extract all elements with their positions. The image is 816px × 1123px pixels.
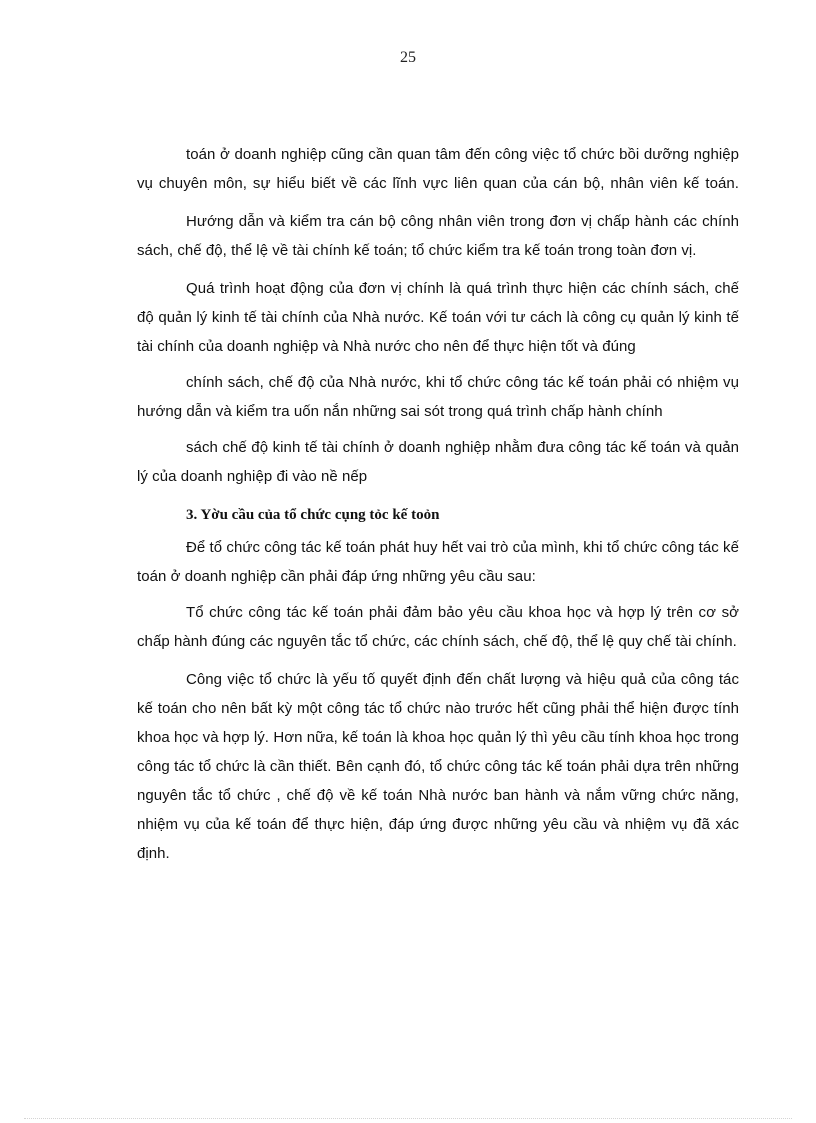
text-line: toán.	[705, 175, 739, 192]
paragraph-8	[137, 665, 739, 868]
text-line: tác kế toán cho nên bất kỳ một công tác tổ chức nào trước hết cũng phải thể hiện	[137, 671, 739, 717]
paragraph-6	[137, 533, 739, 591]
text-line: chế độ quản lý kinh tế tài chính của Nhà nước. Kế toán với tư cách là công cụ quản	[137, 280, 739, 326]
paragraph-7	[137, 598, 739, 656]
text-line: sở chấp hành đúng các nguyên tắc tổ chức, các chính sách, chế độ, thể lệ quy chế tài	[137, 604, 739, 650]
document-body	[137, 140, 739, 868]
section-heading: 3. Yờu cầu của tổ chức cụng tỏc kế toỏn	[186, 507, 440, 523]
text-line: cầu và nhiệm vụ đã xác định.	[137, 816, 739, 862]
text-line: đơn vị.	[650, 242, 697, 259]
paragraph-3	[137, 274, 739, 361]
text-line: nắm vững chức năng, nhiệm vụ của kế toán để thực hiện, đáp ứng được những yêu	[137, 787, 739, 833]
page-number: 25	[400, 49, 416, 66]
text-line: kế	[683, 175, 700, 192]
paragraph-2	[137, 207, 739, 265]
text-line: được tính khoa học và hợp lý. Hơn nữa, kế toán là khoa học quản lý thì yêu cầu tính	[137, 700, 740, 746]
text-line: quản lý của doanh nghiệp đi vào nề nếp	[137, 439, 740, 485]
text-line: chính sách, chế độ của Nhà nước, khi tổ chức công tác kế toán phải có nhiệm	[186, 374, 719, 391]
text-line: vụ hướng dẫn và kiểm tra uốn nắn những sai sót trong quá trình chấp hành chính	[137, 374, 739, 420]
text-line: Quá trình hoạt động của đơn vị chính là quá trình thực hiện các chính sách,	[186, 280, 710, 297]
text-line: chính sách, chế độ, thể lệ về tài chính kế toán; tổ chức kiểm tra kế toán trong toàn	[137, 213, 740, 259]
paragraph-5	[137, 433, 739, 491]
text-line: tác kế toán ở doanh nghiệp cần phải đáp ứng những yêu cầu sau:	[137, 539, 739, 585]
paragraph-1	[137, 140, 739, 198]
text-line: lý kinh tế tài chính của doanh nghiệp và Nhà nước cho nên để thực hiện tốt và đúng	[137, 309, 739, 355]
paragraph-4	[137, 368, 739, 426]
text-line: chính.	[695, 633, 737, 650]
text-line: sách chế độ kinh tế tài chính ở doanh nghiệp nhằm đưa công tác kế toán và	[186, 439, 701, 456]
text-line: Công việc tổ chức là yếu tố quyết định đến chất lượng và hiệu quả của công	[186, 671, 714, 688]
text-line: toán ở doanh nghiệp cũng cần quan tâm đến công việc tổ chức bồi dưỡng	[186, 146, 690, 163]
text-line: Tổ chức công tác kế toán phải đảm bảo yêu cầu khoa học và hợp lý trên cơ	[186, 604, 716, 621]
page-bottom-rule	[24, 1118, 792, 1119]
text-line: Để tổ chức công tác kế toán phát huy hết vai trò của mình, khi tổ chức công	[186, 539, 695, 556]
text-line: phải dựa trên những nguyên tắc tổ chức , chế độ về kế toán Nhà nước ban hành và	[137, 758, 740, 804]
text-line: Hướng dẫn và kiểm tra cán bộ công nhân viên trong đơn vị chấp hành các	[186, 213, 697, 230]
text-line: khoa học trong công tác tổ chức là cần thiết. Bên cạnh đó, tổ chức công tác kế toán	[137, 729, 740, 775]
text-line: nghiệp vụ chuyên môn, sự hiểu biết về các lĩnh vực liên quan của cán bộ, nhân viên	[137, 146, 740, 192]
